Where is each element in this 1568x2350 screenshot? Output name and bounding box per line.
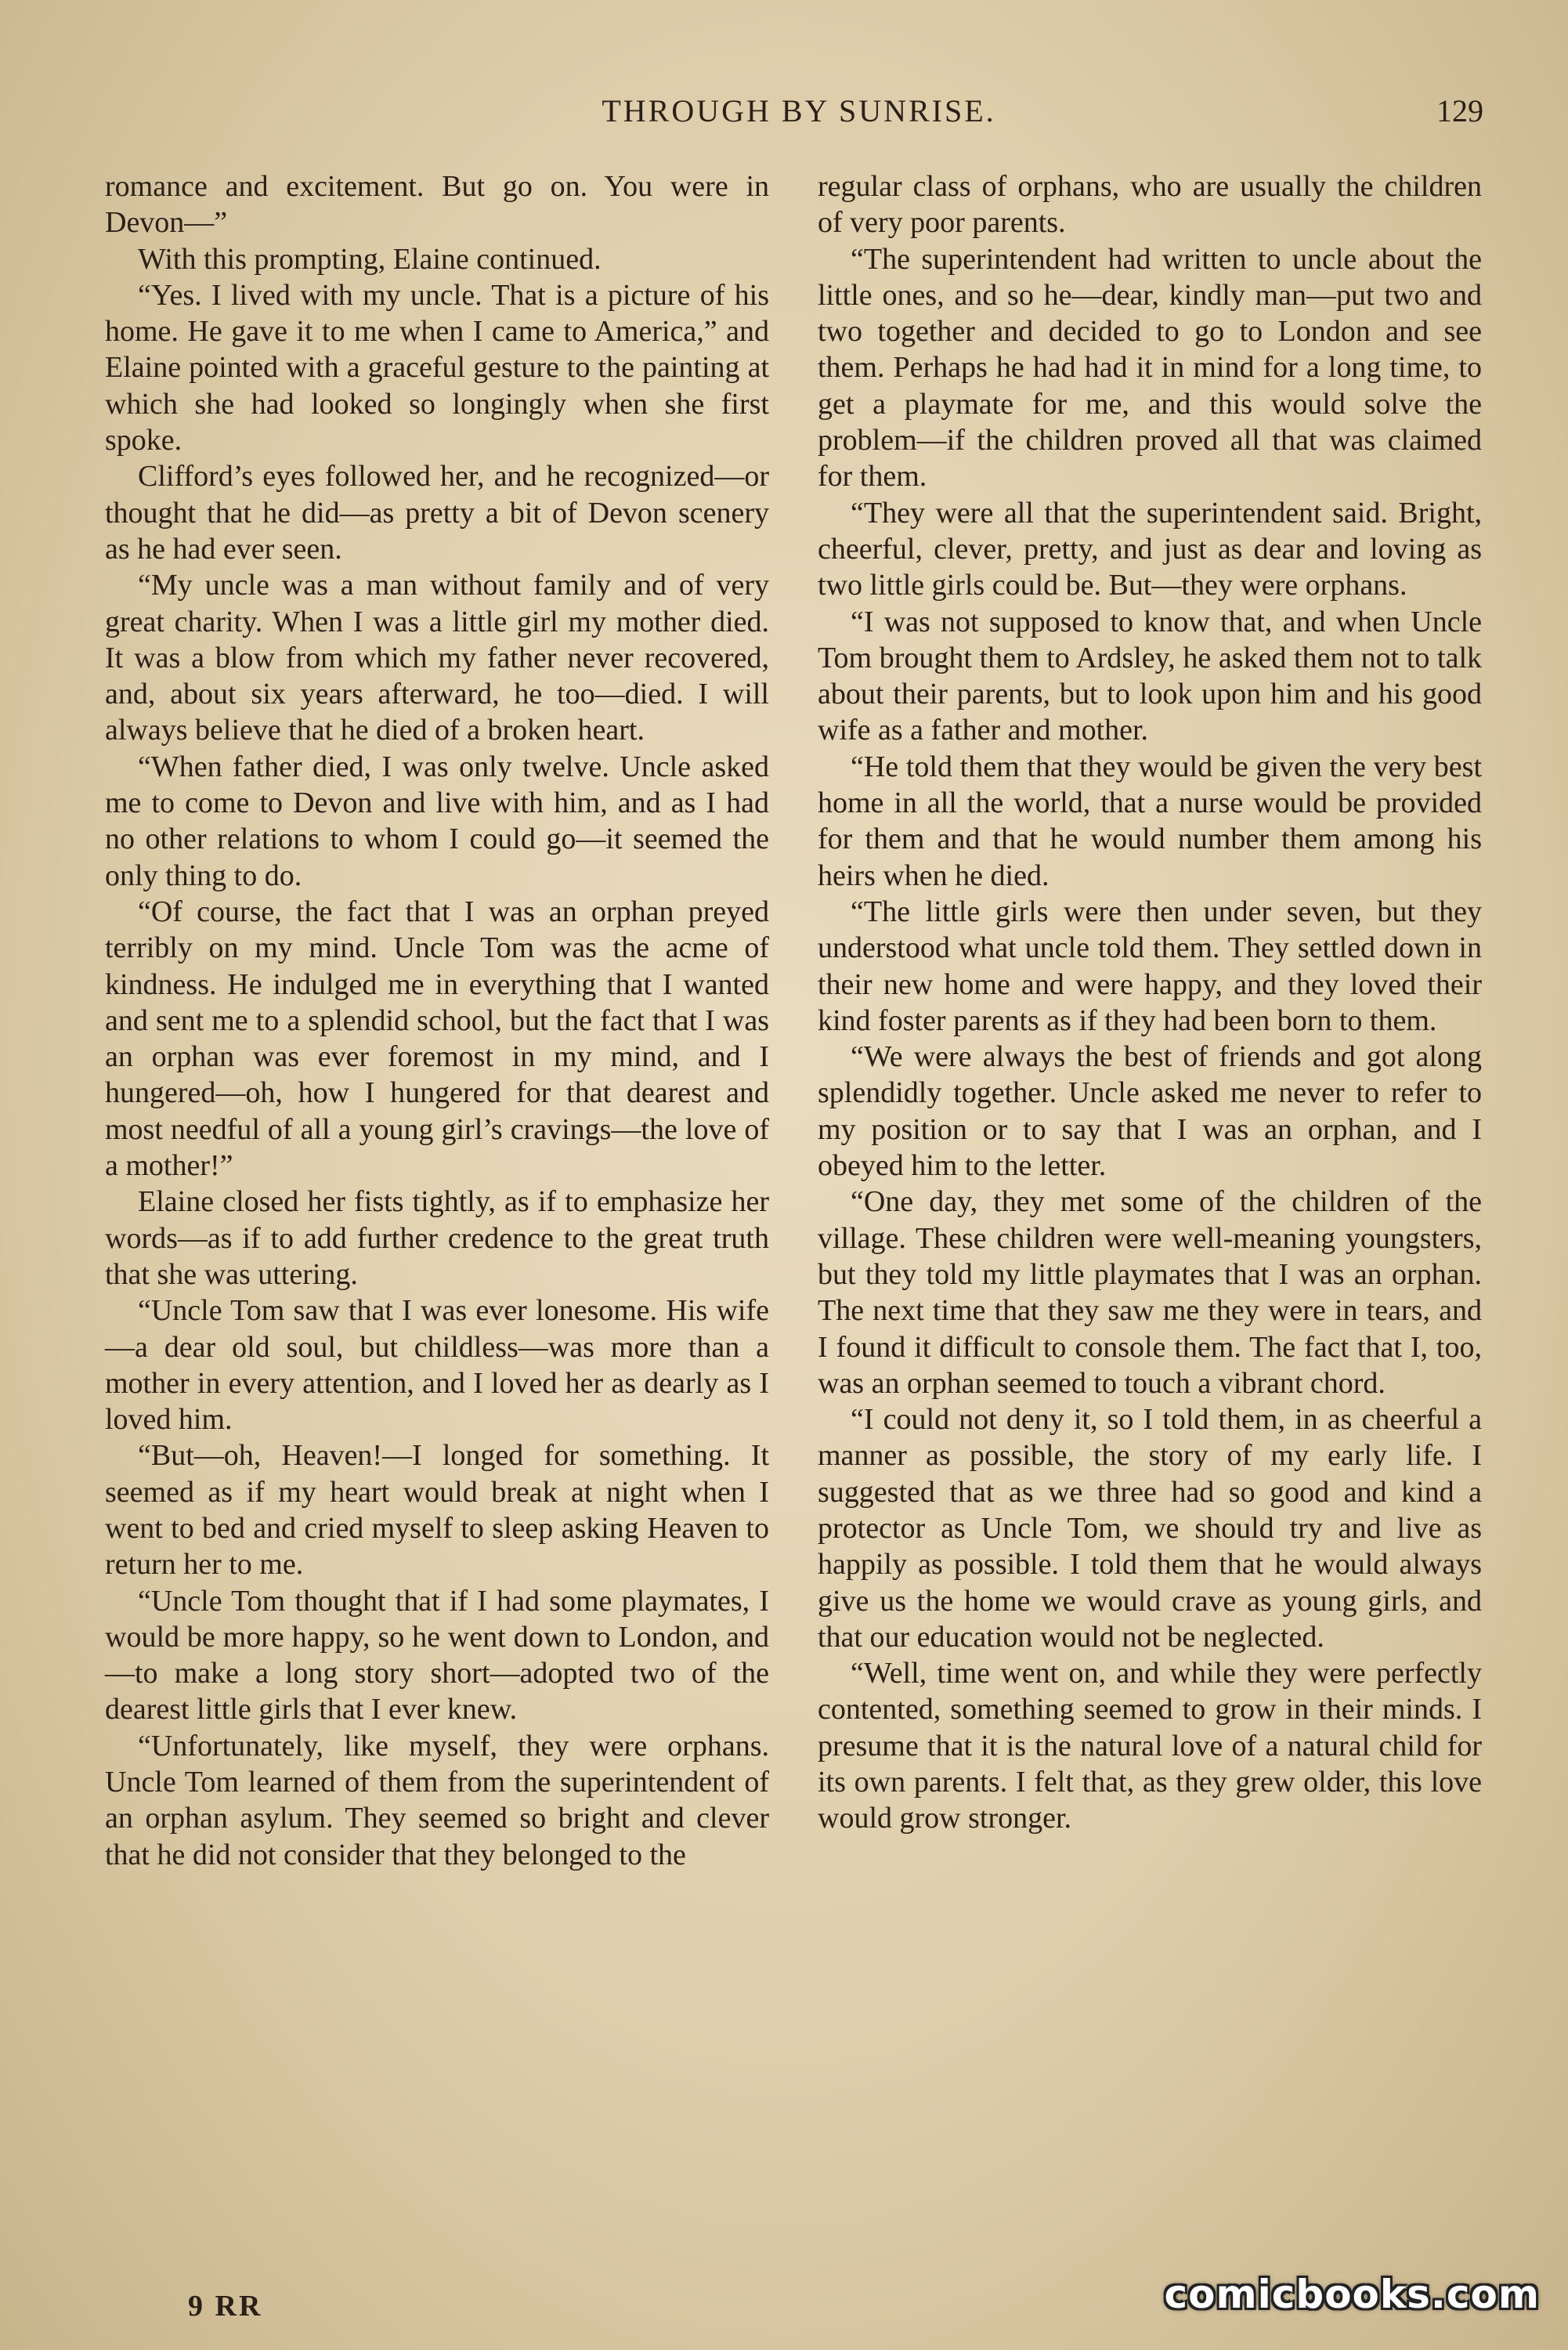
paragraph: “The superintendent had written to uncle about the little ones, and so he—dear, kindly man—put two and two together and decided to go to London and see them. Perhaps he had had it in mind for a long time, to get a playmate for me, and this would solve the problem—if the children proved all that was claimed for them. xyxy=(818,242,1482,494)
paragraph: “Of course, the fact that I was an orphan preyed terribly on my mind. Uncle Tom was the acme of kindness. He indulged me in everything that I wanted and sent me to a splendid school, but the fact that I was an orphan was ever foremost in my mind, and I hungered—oh, how I hungered for that dearest and most needful of all a young girl’s cravings—the love of a mother!” xyxy=(105,895,769,1183)
running-title: THROUGH BY SUNRISE. xyxy=(602,93,996,128)
paragraph: Clifford’s eyes followed her, and he recognized—or thought that he did—as pretty a bit of Devon scenery as he had ever seen. xyxy=(105,460,769,566)
paragraph: “My uncle was a man without family and of very great charity. When I was a little girl my mother died. It was a blow from which my father never recovered, and, about six years afterward, he too—died. I will always believe that he died of a broken heart. xyxy=(105,569,769,747)
paragraph: “He told them that they would be given the very best home in all the world, that a nurse would be provided for them and that he would number them among his heirs when he died. xyxy=(818,750,1482,892)
paragraph: “I could not deny it, so I told them, in as cheerful a manner as possible, the story of my early life. I suggested that as we three had so good and kind a protector as Uncle Tom, we should try and live as happily as possible. I told them that he would always give us the home we would crave as young girls, and that our education would not be neglected. xyxy=(818,1403,1482,1654)
paragraph: “The little girls were then under seven, but they understood what uncle told them. They settled down in their new home and were happy, and they loved their kind foster parents as if they had been born to them. xyxy=(818,895,1482,1037)
paragraph: “Unfortunately, like myself, they were orphans. Uncle Tom learned of them from the superintendent of an orphan asylum. They seemed so bright and clever that he did not consider that they belonged to the xyxy=(105,1729,769,1871)
paragraph: “But—oh, Heaven!—I longed for something. It seemed as if my heart would break at night when I went to bed and cried myself to sleep asking Heaven to return her to me. xyxy=(105,1439,769,1582)
paragraph: “Uncle Tom thought that if I had some playmates, I would be more happy, so he went down to London, and—to make a long story short—adopted two of the dearest little girls that I ever knew. xyxy=(105,1584,769,1726)
paragraph: “I was not supposed to know that, and when Uncle Tom brought them to Ardsley, he asked them not to talk about their parents, but to look upon him and his good wife as a father and mother. xyxy=(818,605,1482,747)
paragraph: “We were always the best of friends and got along splendidly together. Uncle asked me never to refer to my position or to say that I was an orphan, and I obeyed him to the letter. xyxy=(818,1040,1482,1183)
running-head xyxy=(0,88,1568,135)
paragraph: “Uncle Tom saw that I was ever lonesome. His wife—a dear old soul, but childless—was more than a mother in every attention, and I loved her as dearly as I loved him. xyxy=(105,1294,769,1437)
signature-mark: 9 RR xyxy=(188,2290,263,2323)
paragraph: “Yes. I lived with my uncle. That is a picture of his home. He gave it to me when I came to America,” and Elaine pointed with a graceful gesture to the painting at which she had looked so longingly when she first spoke. xyxy=(105,278,769,457)
left-column xyxy=(105,168,769,1873)
paragraph: “One day, they met some of the children of the village. These children were well-meaning youngsters, but they told my little playmates that I was an orphan. The next time that they saw me they were in tears, and I found it difficult to console them. The fact that I, too, was an orphan seemed to touch a vibrant chord. xyxy=(818,1185,1482,1400)
paragraph: romance and excitement. But go on. You were in Devon—” xyxy=(105,170,769,240)
paragraph: “Well, time went on, and while they were perfectly contented, something seemed to grow in their minds. I presume that it is the natural love of a natural child for its own parents. I felt that, as they grew older, this love would grow stronger. xyxy=(818,1657,1482,1835)
paragraph: “When father died, I was only twelve. Uncle asked me to come to Devon and live with him, and as I had no other relations to whom I could go—it seemed the only thing to do. xyxy=(105,750,769,892)
page-number: 129 xyxy=(1436,93,1483,128)
paragraph: “They were all that the superintendent said. Bright, cheerful, clever, pretty, and just as dear and loving as two little girls could be. But—they were orphans. xyxy=(818,496,1482,602)
paragraph: With this prompting, Elaine continued. xyxy=(138,242,602,276)
paragraph: regular class of orphans, who are usually the children of very poor parents. xyxy=(818,170,1482,240)
paragraph: Elaine closed her fists tightly, as if to emphasize her words—as if to add further credence to the great truth that she was uttering. xyxy=(105,1185,769,1291)
right-column xyxy=(818,168,1482,1837)
watermark: comicbooks.com xyxy=(1164,2272,1540,2317)
